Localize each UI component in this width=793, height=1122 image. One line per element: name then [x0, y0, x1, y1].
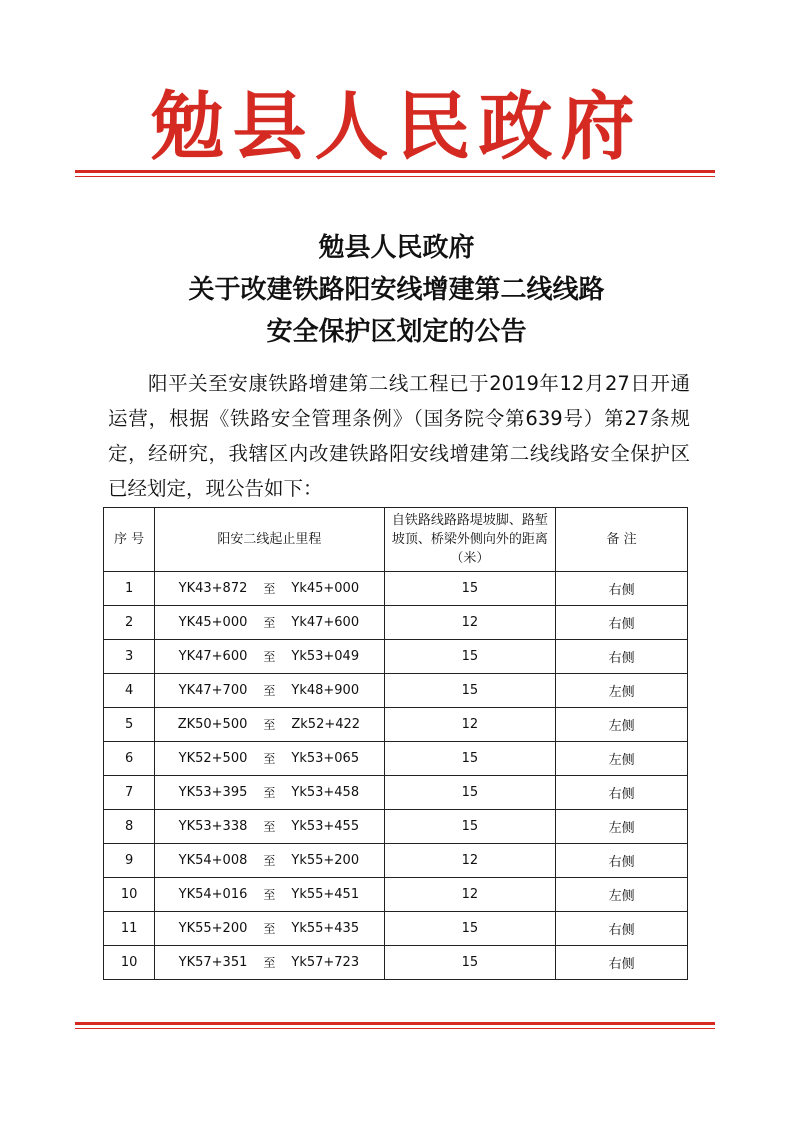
cell-distance: 12 — [384, 844, 556, 878]
cell-distance: 12 — [384, 878, 556, 912]
cell-mileage — [155, 742, 384, 776]
mileage-separator: 至 — [263, 616, 276, 630]
cell-remark: 左侧 — [556, 878, 688, 912]
mileage-separator: 至 — [263, 956, 276, 970]
cell-distance: 12 — [384, 606, 556, 640]
mileage-start: YK55+200 — [178, 921, 248, 936]
cell-distance: 12 — [384, 708, 556, 742]
mileage-start: YK47+600 — [178, 649, 248, 664]
table-row — [104, 878, 688, 912]
table-row — [104, 742, 688, 776]
mileage-separator: 至 — [263, 752, 276, 766]
body-paragraph: 阳平关至安康铁路增建第二线工程已于2019年12月27日开通运营，根据《铁路安全管理条例》（国务院令第639号）第27条规定，经研究，我辖区内改建铁路阳安线增建第二线线路安全保护区已经划定，现公告如下： — [108, 372, 690, 500]
mileage-start: YK45+000 — [178, 615, 248, 630]
cell-distance: 15 — [384, 572, 556, 606]
mileage-separator: 至 — [263, 684, 276, 698]
cell-seq: 9 — [104, 844, 155, 878]
cell-mileage — [155, 912, 384, 946]
mileage-end: Yk53+458 — [291, 785, 360, 800]
footer-divider — [75, 1022, 715, 1029]
table-row — [104, 912, 688, 946]
table-row — [104, 606, 688, 640]
table-body — [104, 572, 688, 980]
cell-seq: 6 — [104, 742, 155, 776]
mileage-end: Yk53+455 — [291, 819, 360, 834]
cell-seq: 10 — [104, 878, 155, 912]
cell-mileage — [155, 674, 384, 708]
cell-mileage — [155, 776, 384, 810]
cell-mileage — [155, 810, 384, 844]
doc-title-line-3: 安全保护区划定的公告 — [266, 317, 527, 347]
mileage-end: Yk47+600 — [291, 615, 360, 630]
mileage-start: YK54+016 — [178, 887, 248, 902]
cell-remark: 右侧 — [556, 776, 688, 810]
cell-remark: 右侧 — [556, 912, 688, 946]
cell-seq: 2 — [104, 606, 155, 640]
mileage-end: Yk55+200 — [291, 853, 360, 868]
footer-thin-line — [75, 1028, 715, 1029]
cell-seq: 8 — [104, 810, 155, 844]
table-row — [104, 640, 688, 674]
table-header-row — [104, 508, 688, 572]
mileage-start: YK43+872 — [178, 581, 248, 596]
cell-remark: 左侧 — [556, 742, 688, 776]
mileage-end: Yk57+723 — [291, 955, 360, 970]
mileage-end: Yk55+435 — [291, 921, 360, 936]
cell-seq: 4 — [104, 674, 155, 708]
cell-seq: 5 — [104, 708, 155, 742]
cell-mileage — [155, 606, 384, 640]
header-remark: 备 注 — [556, 508, 688, 572]
cell-distance: 15 — [384, 912, 556, 946]
mileage-start: ZK50+500 — [177, 717, 248, 732]
divider-thick-line — [75, 170, 715, 173]
cell-distance: 15 — [384, 640, 556, 674]
cell-remark: 右侧 — [556, 946, 688, 980]
mileage-end: Yk45+000 — [291, 581, 360, 596]
mileage-separator: 至 — [263, 820, 276, 834]
table-row — [104, 674, 688, 708]
cell-remark: 右侧 — [556, 572, 688, 606]
header-mileage: 阳安二线起止里程 — [155, 508, 384, 572]
cell-mileage — [155, 946, 384, 980]
cell-distance: 15 — [384, 946, 556, 980]
doc-title-line-1: 勉县人民政府 — [318, 233, 475, 263]
cell-mileage — [155, 640, 384, 674]
cell-mileage — [155, 708, 384, 742]
cell-distance: 15 — [384, 674, 556, 708]
mileage-start: YK54+008 — [178, 853, 248, 868]
cell-distance: 15 — [384, 776, 556, 810]
table-row — [104, 708, 688, 742]
mileage-separator: 至 — [263, 582, 276, 596]
mileage-end: Yk55+451 — [291, 887, 360, 902]
mileage-start: YK53+395 — [178, 785, 248, 800]
cell-seq: 11 — [104, 912, 155, 946]
mileage-separator: 至 — [263, 888, 276, 902]
cell-remark: 右侧 — [556, 640, 688, 674]
header-distance: 自铁路线路路堤坡脚、路堑坡顶、桥梁外侧向外的距离（米） — [384, 508, 556, 572]
cell-remark: 左侧 — [556, 708, 688, 742]
cell-distance: 15 — [384, 810, 556, 844]
mileage-end: Yk53+065 — [291, 751, 360, 766]
mileage-separator: 至 — [263, 922, 276, 936]
mileage-start: YK53+338 — [178, 819, 248, 834]
table-row — [104, 844, 688, 878]
cell-seq: 10 — [104, 946, 155, 980]
divider-thin-line — [75, 176, 715, 177]
table-row — [104, 946, 688, 980]
cell-seq: 3 — [104, 640, 155, 674]
masthead-divider — [75, 170, 715, 177]
mileage-separator: 至 — [263, 786, 276, 800]
mileage-start: YK57+351 — [178, 955, 248, 970]
mileage-end: Zk52+422 — [291, 717, 361, 732]
table-row — [104, 810, 688, 844]
cell-seq: 7 — [104, 776, 155, 810]
masthead-org-name: 勉县人民政府 — [150, 84, 643, 170]
cell-remark: 左侧 — [556, 810, 688, 844]
table-row — [104, 776, 688, 810]
footer-thick-line — [75, 1022, 715, 1025]
mileage-end: Yk53+049 — [291, 649, 360, 664]
mileage-separator: 至 — [263, 650, 276, 664]
cell-remark: 右侧 — [556, 844, 688, 878]
header-seq: 序 号 — [104, 508, 155, 572]
cell-seq: 1 — [104, 572, 155, 606]
cell-remark: 右侧 — [556, 606, 688, 640]
cell-mileage — [155, 844, 384, 878]
doc-title-line-2: 关于改建铁路阳安线增建第二线线路 — [188, 275, 605, 305]
mileage-separator: 至 — [263, 854, 276, 868]
table-row — [104, 572, 688, 606]
cell-mileage — [155, 878, 384, 912]
mileage-end: Yk48+900 — [291, 683, 360, 698]
cell-distance: 15 — [384, 742, 556, 776]
cell-mileage — [155, 572, 384, 606]
protection-zone-table — [103, 507, 688, 980]
mileage-start: YK47+700 — [178, 683, 248, 698]
mileage-start: YK52+500 — [178, 751, 248, 766]
cell-remark: 左侧 — [556, 674, 688, 708]
mileage-separator: 至 — [263, 718, 276, 732]
